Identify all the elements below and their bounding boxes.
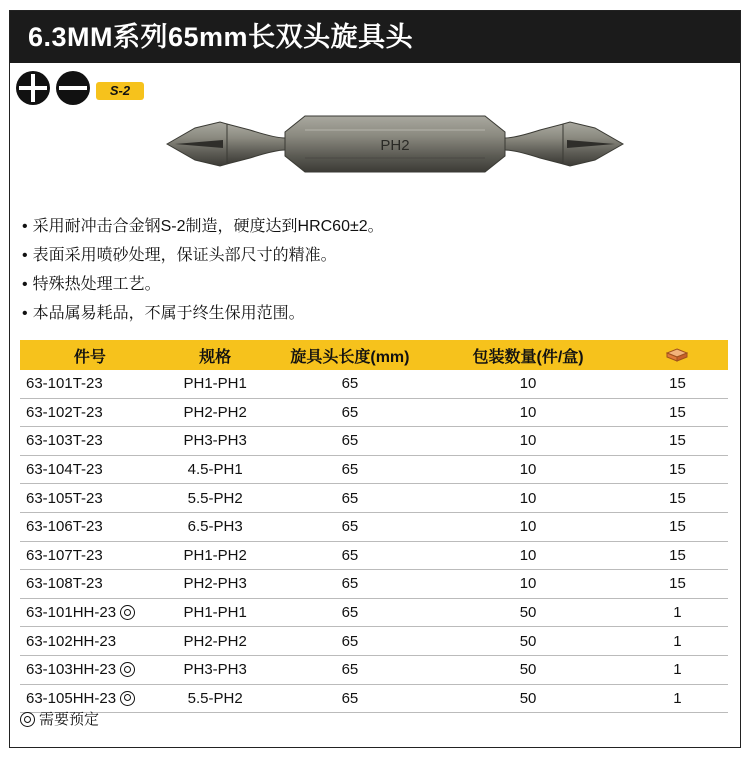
length-cell [271, 541, 429, 570]
package-qty-cell [429, 541, 627, 570]
part-no-cell-text: 63-108T-23 [26, 575, 103, 593]
table-row [20, 627, 728, 656]
spec-cell-text: PH3-PH3 [183, 432, 247, 450]
part-no-cell-text: 63-102T-23 [26, 403, 103, 421]
slotted-tip-icon [56, 71, 90, 105]
carton-cell [627, 655, 728, 684]
part-no-cell-text: 63-104T-23 [26, 461, 103, 479]
length-cell [271, 370, 429, 398]
part-no-cell [20, 655, 160, 684]
spec-cell [160, 427, 271, 456]
carton-cell-text: 15 [669, 375, 686, 393]
spec-table [20, 340, 728, 713]
spec-cell-text: 6.5-PH3 [187, 518, 243, 536]
package-qty-cell [429, 598, 627, 627]
part-no-cell [20, 684, 160, 713]
length-cell-text: 65 [341, 632, 359, 650]
length-cell [271, 570, 429, 599]
carton-cell [627, 684, 728, 713]
part-no-cell-text: 63-105HH-23 [26, 689, 117, 707]
preorder-note [20, 710, 99, 730]
table-row [20, 427, 728, 456]
part-no-cell [20, 570, 160, 599]
length-cell-text: 65 [341, 403, 359, 421]
table-row [20, 455, 728, 484]
feature-list [22, 212, 384, 328]
carton-cell-text: 15 [669, 403, 686, 421]
carton-cell-text: 15 [669, 518, 686, 536]
package-qty-cell [429, 370, 627, 398]
spec-cell [160, 512, 271, 541]
page-title: 6.3MM系列65mm长双头旋具头 [10, 11, 740, 63]
phillips-tip-icon [16, 71, 50, 105]
header-length: 旋具头长度(mm) [271, 340, 429, 370]
part-no-cell-text: 63-103HH-23 [26, 661, 117, 679]
table-row [20, 598, 728, 627]
spec-cell [160, 541, 271, 570]
length-cell-text: 65 [341, 689, 359, 707]
table-row [20, 541, 728, 570]
carton-cell [627, 598, 728, 627]
part-no-cell-text: 63-107T-23 [26, 546, 103, 564]
length-cell [271, 484, 429, 513]
carton-cell [627, 398, 728, 427]
part-no-cell-text: 63-105T-23 [26, 489, 103, 507]
preorder-circle-icon [120, 691, 135, 706]
package-qty-cell-text: 50 [519, 661, 537, 679]
table-row [20, 570, 728, 599]
length-cell [271, 455, 429, 484]
feature-item: • 特殊热处理工艺。 [22, 270, 384, 299]
feature-item: • 本品属易耗品，不属于终生保用范围。 [22, 299, 384, 328]
carton-cell-text: 15 [669, 575, 686, 593]
table-row [20, 484, 728, 513]
length-cell-text: 65 [341, 575, 359, 593]
package-qty-cell-text: 50 [519, 632, 537, 650]
package-qty-cell-text: 10 [519, 403, 537, 421]
part-no-cell [20, 598, 160, 627]
table-row [20, 512, 728, 541]
part-no-cell [20, 398, 160, 427]
spec-cell-text: 5.5-PH2 [187, 489, 243, 507]
package-qty-cell [429, 427, 627, 456]
table-row [20, 370, 728, 398]
length-cell [271, 684, 429, 713]
length-cell-text: 65 [341, 489, 359, 507]
part-no-cell-text: 63-106T-23 [26, 518, 103, 536]
table-body [20, 370, 728, 713]
spec-cell [160, 627, 271, 656]
length-cell-text: 65 [341, 432, 359, 450]
table-header-row [20, 340, 728, 370]
length-cell [271, 512, 429, 541]
package-qty-cell-text: 10 [519, 489, 537, 507]
package-qty-cell [429, 484, 627, 513]
carton-cell [627, 627, 728, 656]
length-cell [271, 598, 429, 627]
carton-cell [627, 427, 728, 456]
spec-cell-text: PH1-PH1 [183, 604, 247, 622]
table-row [20, 398, 728, 427]
feature-item: • 表面采用喷砂处理，保证头部尺寸的精准。 [22, 241, 384, 270]
spec-cell [160, 598, 271, 627]
header-package-qty: 包装数量(件/盒) [429, 340, 627, 370]
package-qty-cell [429, 627, 627, 656]
spec-cell-text: 4.5-PH1 [187, 461, 243, 479]
package-qty-cell [429, 655, 627, 684]
package-qty-cell-text: 10 [519, 432, 537, 450]
part-no-cell [20, 455, 160, 484]
spec-cell [160, 455, 271, 484]
spec-cell [160, 398, 271, 427]
length-cell-text: 65 [341, 661, 359, 679]
package-qty-cell [429, 455, 627, 484]
carton-cell-text: 1 [673, 632, 682, 650]
spec-cell [160, 484, 271, 513]
preorder-note-text: 需要预定 [39, 711, 100, 728]
carton-cell [627, 484, 728, 513]
material-badge: S-2 [96, 82, 144, 100]
package-qty-cell-text: 10 [519, 461, 537, 479]
package-qty-cell-text: 10 [519, 575, 537, 593]
part-no-cell-text: 63-102HH-23 [26, 632, 117, 650]
length-cell-text: 65 [341, 546, 359, 564]
spec-cell [160, 370, 271, 398]
part-no-cell [20, 627, 160, 656]
package-qty-cell-text: 50 [519, 604, 537, 622]
length-cell [271, 655, 429, 684]
part-no-cell-text: 63-103T-23 [26, 432, 103, 450]
length-cell-text: 65 [341, 604, 359, 622]
package-qty-cell-text: 50 [519, 689, 537, 707]
carton-cell [627, 541, 728, 570]
carton-box-icon [666, 348, 688, 362]
carton-cell-text: 1 [673, 604, 682, 622]
carton-cell-text: 15 [669, 489, 686, 507]
carton-cell-text: 15 [669, 432, 686, 450]
spec-cell-text: PH1-PH2 [183, 546, 247, 564]
part-no-cell-text: 63-101HH-23 [26, 604, 117, 622]
part-no-cell-text: 63-101T-23 [26, 375, 103, 393]
carton-cell-text: 1 [673, 661, 682, 679]
part-no-cell [20, 484, 160, 513]
package-qty-cell [429, 684, 627, 713]
package-qty-cell [429, 398, 627, 427]
package-qty-cell [429, 512, 627, 541]
header-part-no: 件号 [20, 340, 160, 370]
spec-cell-text: PH2-PH2 [183, 403, 247, 421]
header-spec: 规格 [160, 340, 271, 370]
feature-item: • 采用耐冲击合金钢S-2制造，硬度达到HRC60±2。 [22, 212, 384, 241]
spec-cell [160, 570, 271, 599]
spec-cell [160, 655, 271, 684]
length-cell [271, 627, 429, 656]
spec-cell-text: PH2-PH3 [183, 575, 247, 593]
length-cell-text: 65 [341, 375, 359, 393]
carton-cell [627, 370, 728, 398]
spec-cell-text: PH3-PH3 [183, 661, 247, 679]
table-row [20, 684, 728, 713]
preorder-circle-icon [120, 605, 135, 620]
part-no-cell [20, 370, 160, 398]
carton-cell [627, 512, 728, 541]
table-row [20, 655, 728, 684]
bit-marking: PH2 [380, 137, 410, 154]
length-cell [271, 427, 429, 456]
header-carton [627, 340, 728, 370]
part-no-cell [20, 427, 160, 456]
carton-cell [627, 570, 728, 599]
spec-cell-text: 5.5-PH2 [187, 689, 243, 707]
length-cell-text: 65 [341, 518, 359, 536]
preorder-circle-icon [20, 712, 35, 727]
carton-cell-text: 15 [669, 546, 686, 564]
spec-cell-text: PH1-PH1 [183, 375, 247, 393]
double-end-bit-image [165, 110, 625, 178]
package-qty-cell [429, 570, 627, 599]
package-qty-cell-text: 10 [519, 375, 537, 393]
spec-cell [160, 684, 271, 713]
preorder-circle-icon [120, 662, 135, 677]
package-qty-cell-text: 10 [519, 518, 537, 536]
part-no-cell [20, 541, 160, 570]
carton-cell-text: 15 [669, 461, 686, 479]
part-no-cell [20, 512, 160, 541]
carton-cell [627, 455, 728, 484]
length-cell [271, 398, 429, 427]
package-qty-cell-text: 10 [519, 546, 537, 564]
spec-cell-text: PH2-PH2 [183, 632, 247, 650]
length-cell-text: 65 [341, 461, 359, 479]
carton-cell-text: 1 [673, 689, 682, 707]
